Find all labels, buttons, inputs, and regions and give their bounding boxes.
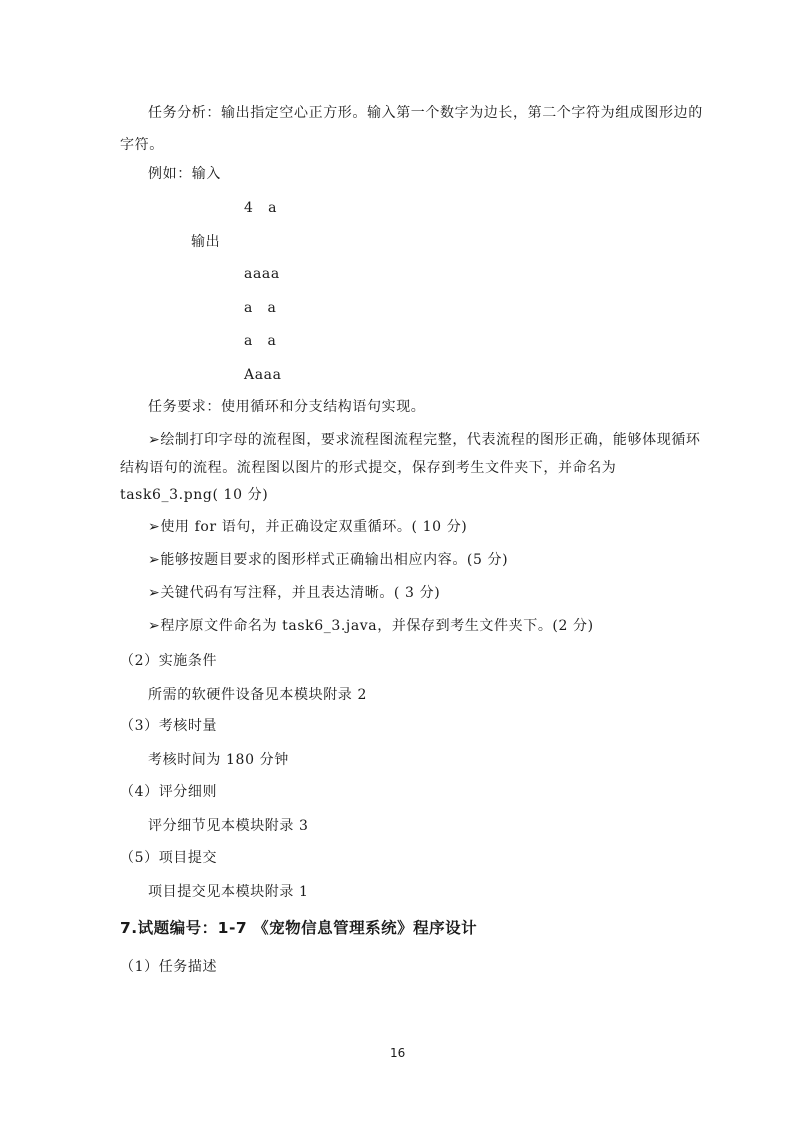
task-requirements-title: 任务要求：使用循环和分支结构语句实现。 <box>148 399 426 415</box>
section-body-submission: 项目提交见本模块附录 1 <box>148 884 309 900</box>
page-number: 16 <box>390 1046 406 1060</box>
section-body-scoring: 评分细节见本模块附录 3 <box>148 818 309 834</box>
section-title-duration: （3）考核时量 <box>120 718 218 734</box>
example-output-line: a a <box>244 333 277 349</box>
requirement-item-3: ➢能够按题目要求的图形样式正确输出相应内容。(5 分) <box>148 552 509 568</box>
section-body-conditions: 所需的软硬件设备见本模块附录 2 <box>148 687 367 703</box>
requirement-item-1-line-2: 结构语句的流程。流程图以图片的形式提交，保存到考生文件夹下，并命名为 <box>120 460 617 476</box>
example-output-line: aaaa <box>244 266 280 282</box>
section-title-scoring: （4）评分细则 <box>120 784 218 800</box>
next-item-subheading: （1）任务描述 <box>120 959 218 975</box>
section-body-duration: 考核时间为 180 分钟 <box>148 752 289 768</box>
example-output-line: Aaaa <box>244 367 282 383</box>
next-item-heading: 7.试题编号：1-7 《宠物信息管理系统》程序设计 <box>120 919 478 937</box>
requirement-item-1-line-3: task6_3.png( 10 分) <box>120 487 269 503</box>
requirement-item-4: ➢关键代码有写注释，并且表达清晰。( 3 分) <box>148 585 441 601</box>
requirement-item-1-line-1: ➢绘制打印字母的流程图，要求流程图流程完整，代表流程的图形正确，能够体现循环 <box>148 432 701 448</box>
task-analysis-line-2: 字符。 <box>120 137 164 153</box>
section-title-conditions: （2）实施条件 <box>120 653 218 669</box>
example-input-value: 4 a <box>244 200 278 216</box>
task-analysis-line-1: 任务分析：输出指定空心正方形。输入第一个数字为边长，第二个字符为组成图形边的 <box>148 105 703 121</box>
requirement-item-2: ➢使用 for 语句，并正确设定双重循环。( 10 分) <box>148 519 468 535</box>
example-label: 例如：输入 <box>148 166 221 182</box>
section-title-submission: （5）项目提交 <box>120 850 218 866</box>
example-output-label: 输出 <box>191 234 221 250</box>
example-output-line: a a <box>244 300 277 316</box>
requirement-item-5: ➢程序原文件命名为 task6_3.java，并保存到考生文件夹下。(2 分) <box>148 618 594 634</box>
